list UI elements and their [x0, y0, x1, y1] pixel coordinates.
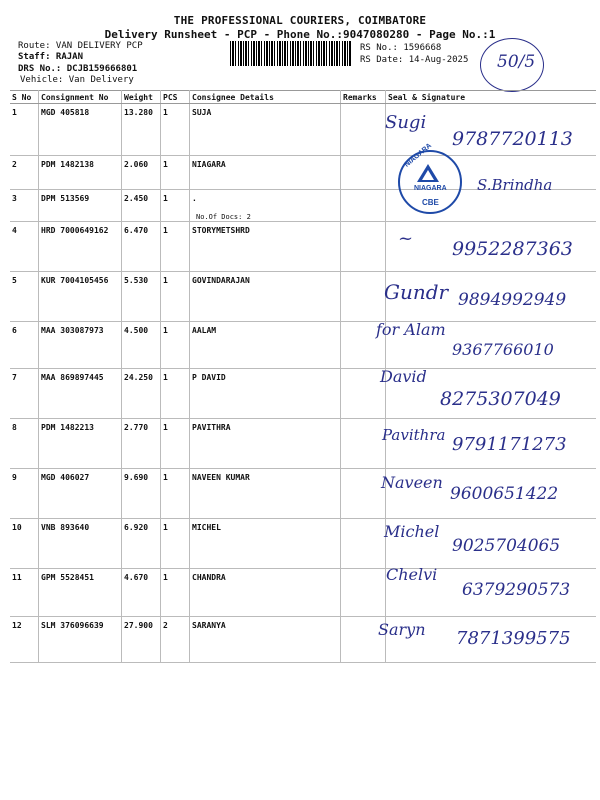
- row-consignee: GOVINDARAJAN: [190, 272, 341, 322]
- row-pcs: 1: [161, 369, 190, 419]
- row-pcs: 1: [161, 419, 190, 469]
- row-remarks: [341, 569, 386, 617]
- stamp-bottom-text: CBE: [422, 198, 439, 207]
- table-header-row: [10, 91, 596, 104]
- row-consignee: STORYMETSHRD: [190, 222, 341, 272]
- handwritten-page-mark: 50/5: [497, 52, 536, 72]
- phone-row-5: 9894992949: [458, 290, 567, 310]
- row-docs-note: No.Of Docs: 2: [196, 213, 251, 221]
- row-pcs: 2: [161, 617, 190, 663]
- row-sno: 8: [10, 419, 39, 469]
- row-pcs: 1: [161, 569, 190, 617]
- signature-row-9: Naveen: [381, 473, 443, 492]
- row-remarks: [341, 104, 386, 156]
- column-header: Seal & Signature: [386, 91, 597, 104]
- row-remarks: [341, 519, 386, 569]
- row-consignee: SUJA: [190, 104, 341, 156]
- column-header: Weight: [122, 91, 161, 104]
- row-pcs: 1: [161, 272, 190, 322]
- row-consignee: PAVITHRA: [190, 419, 341, 469]
- row-pcs: 1: [161, 104, 190, 156]
- row-sno: 10: [10, 519, 39, 569]
- row-weight: 24.250: [122, 369, 161, 419]
- vehicle-label: Vehicle: Van Delivery: [20, 75, 134, 85]
- row-remarks: [341, 369, 386, 419]
- signature-row-1: Sugi: [385, 112, 427, 133]
- stamp-middle-text: NIAGARA: [414, 185, 447, 192]
- row-sno: 12: [10, 617, 39, 663]
- row-consignment: GPM 5528451: [39, 569, 122, 617]
- rs-date: RS Date: 14-Aug-2025: [360, 55, 469, 65]
- row-weight: 4.500: [122, 322, 161, 369]
- row-consignment: MAA 869897445: [39, 369, 122, 419]
- phone-row-9: 9600651422: [450, 484, 559, 504]
- row-weight: 9.690: [122, 469, 161, 519]
- rs-number: RS No.: 1596668: [360, 43, 442, 53]
- row-consignee: CHANDRA: [190, 569, 341, 617]
- row-consignee: MICHEL: [190, 519, 341, 569]
- drs-number: DRS No.: DCJB159666801: [18, 64, 138, 74]
- route-label: Route: VAN DELIVERY PCP: [18, 41, 143, 51]
- row-pcs: 1: [161, 469, 190, 519]
- row-weight: 2.450: [122, 190, 161, 222]
- row-weight: 13.280: [122, 104, 161, 156]
- row-sno: 11: [10, 569, 39, 617]
- row-consignment: DPM 513569: [39, 190, 122, 222]
- row-consignee-cell: [190, 190, 341, 222]
- row-sno: 2: [10, 156, 39, 190]
- row-consignment: PDM 1482213: [39, 419, 122, 469]
- column-header: Consignee Details: [190, 91, 341, 104]
- row-consignee: P DAVID: [190, 369, 341, 419]
- row-sno: 3: [10, 190, 39, 222]
- signature-row-11: Chelvi: [386, 565, 438, 584]
- signature-row-4: ~: [398, 228, 414, 249]
- row-weight: 2.770: [122, 419, 161, 469]
- phone-row-8: 9791171273: [452, 434, 567, 455]
- row-consignee: SARANYA: [190, 617, 341, 663]
- phone-row-12: 7871399575: [456, 628, 571, 649]
- column-header: Consignment No: [39, 91, 122, 104]
- stamp-top-text: NIAGARA: [403, 142, 434, 169]
- signature-row-10: Michel: [384, 522, 440, 541]
- row-pcs: 1: [161, 222, 190, 272]
- row-remarks: [341, 156, 386, 190]
- row-remarks: [341, 222, 386, 272]
- staff-label: Staff: RAJAN: [18, 52, 84, 62]
- row-weight: 5.530: [122, 272, 161, 322]
- row-weight: 6.920: [122, 519, 161, 569]
- barcode: [230, 41, 352, 66]
- row-pcs: 1: [161, 519, 190, 569]
- row-sno: 4: [10, 222, 39, 272]
- row-consignee: NAVEEN KUMAR: [190, 469, 341, 519]
- signature-row-5: Gundr: [384, 280, 449, 304]
- signature-row-8: Pavithra: [382, 426, 446, 444]
- row-remarks: [341, 272, 386, 322]
- row-remarks: [341, 469, 386, 519]
- row-consignment: VNB 893640: [39, 519, 122, 569]
- row-consignee: NIAGARA: [190, 156, 341, 190]
- row-sno: 9: [10, 469, 39, 519]
- column-header: Remarks: [341, 91, 386, 104]
- row-weight: 6.470: [122, 222, 161, 272]
- phone-row-6: 9367766010: [452, 340, 554, 359]
- row-sno: 7: [10, 369, 39, 419]
- row-weight: 27.900: [122, 617, 161, 663]
- phone-row-4: 9952287363: [452, 238, 573, 260]
- row-consignment: MAA 303087973: [39, 322, 122, 369]
- row-sno: 6: [10, 322, 39, 369]
- row-consignment: PDM 1482138: [39, 156, 122, 190]
- signature-row-12: Saryn: [378, 620, 426, 639]
- row-weight: 2.060: [122, 156, 161, 190]
- phone-row-11: 6379290573: [462, 580, 571, 600]
- column-header: PCS: [161, 91, 190, 104]
- row-consignment: SLM 376096639: [39, 617, 122, 663]
- document-subtitle: Delivery Runsheet - PCP - Phone No.:9047080280 - Page No.:1: [104, 28, 496, 41]
- row-pcs: 1: [161, 322, 190, 369]
- row-weight: 4.670: [122, 569, 161, 617]
- phone-row-1: 9787720113: [452, 128, 573, 150]
- document-title: THE PROFESSIONAL COURIERS, COIMBATORE: [173, 14, 427, 27]
- row-consignment: HRD 7000649162: [39, 222, 122, 272]
- row-remarks: [341, 419, 386, 469]
- phone-row-7: 8275307049: [440, 388, 561, 410]
- column-header: S No: [10, 91, 39, 104]
- row-consignment: MGD 406027: [39, 469, 122, 519]
- row-consignment: KUR 7004105456: [39, 272, 122, 322]
- row-sno: 1: [10, 104, 39, 156]
- row-remarks: [341, 190, 386, 222]
- signature-row-7: David: [380, 367, 427, 386]
- signature-row-6: for Alam: [376, 320, 446, 339]
- row-pcs: 1: [161, 190, 190, 222]
- row-sno: 5: [10, 272, 39, 322]
- row-consignment: MGD 405818: [39, 104, 122, 156]
- table-row: [10, 190, 596, 222]
- row-consignee: .: [192, 194, 197, 203]
- row-pcs: 1: [161, 156, 190, 190]
- phone-row-10: 9025704065: [452, 536, 561, 556]
- signature-row-3: S.Brindha: [477, 176, 553, 194]
- row-consignee: AALAM: [190, 322, 341, 369]
